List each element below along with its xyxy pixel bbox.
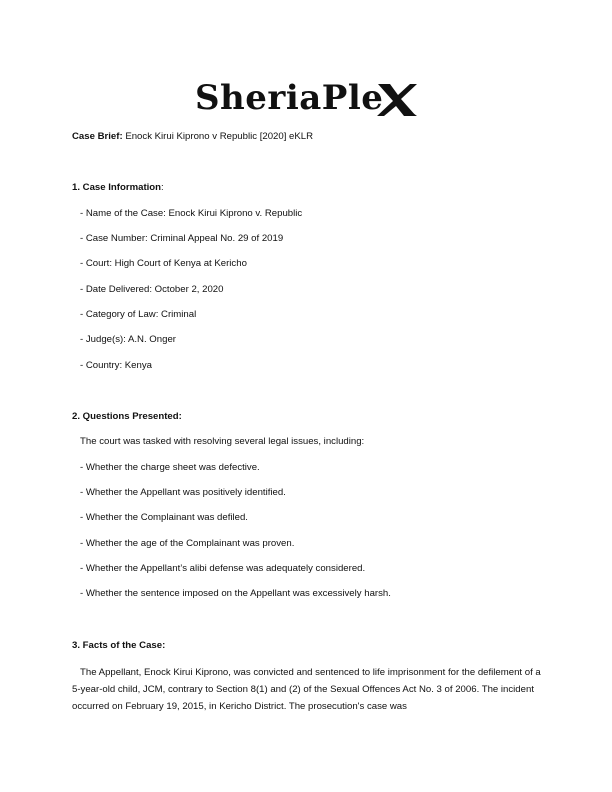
list-item: - Whether the sentence imposed on the Appellant was excessively harsh. [80, 588, 391, 599]
facts-heading: 3. Facts of the Case: [72, 640, 166, 651]
questions-heading: 2. Questions Presented: [72, 411, 182, 422]
list-item: - Whether the age of the Complainant was proven. [80, 538, 295, 549]
list-item: - Whether the Appellant was positively identified. [80, 487, 286, 498]
logo-x-mark-icon [376, 82, 418, 118]
case-info-heading-text: 1. Case Information [72, 182, 162, 193]
list-item: - Judge(s): A.N. Onger [80, 334, 176, 345]
facts-paragraph [72, 664, 544, 715]
questions-intro: The court was tasked with resolving several legal issues, including: [80, 436, 365, 447]
case-info-heading-colon: : [161, 182, 164, 193]
list-item: - Whether the charge sheet was defective. [80, 462, 260, 473]
list-item: - Whether the Complainant was defiled. [80, 512, 248, 523]
case-brief-line [72, 131, 313, 143]
list-item: - Date Delivered: October 2, 2020 [80, 284, 224, 295]
case-brief-label: Case Brief: [72, 131, 123, 142]
list-item: - Case Number: Criminal Appeal No. 29 of 2019 [80, 233, 284, 244]
list-item: - Court: High Court of Kenya at Kericho [80, 258, 247, 269]
case-info-heading [72, 182, 164, 194]
list-item: - Whether the Appellant’s alibi defense was adequately considered. [80, 563, 366, 574]
facts-paragraph-text: The Appellant, Enock Kirui Kiprono, was convicted and sentenced to life imprisonment for the defilement of a 5-year-old child, JCM, contrary to Section 8(1) and (2) of the Sexual Offences Act No. 3 of 2006. The incident occurred on February 19, 2015, in Kericho District. The prosecution's case was [72, 667, 541, 712]
sheriaplex-logo [195, 78, 425, 126]
list-item: - Country: Kenya [80, 360, 152, 371]
list-item: - Name of the Case: Enock Kirui Kiprono v. Republic [80, 208, 303, 219]
case-brief-title: Enock Kirui Kiprono v Republic [2020] eKLR [122, 131, 314, 142]
logo-text: SheriaPle [195, 78, 384, 118]
list-item: - Category of Law: Criminal [80, 309, 197, 320]
